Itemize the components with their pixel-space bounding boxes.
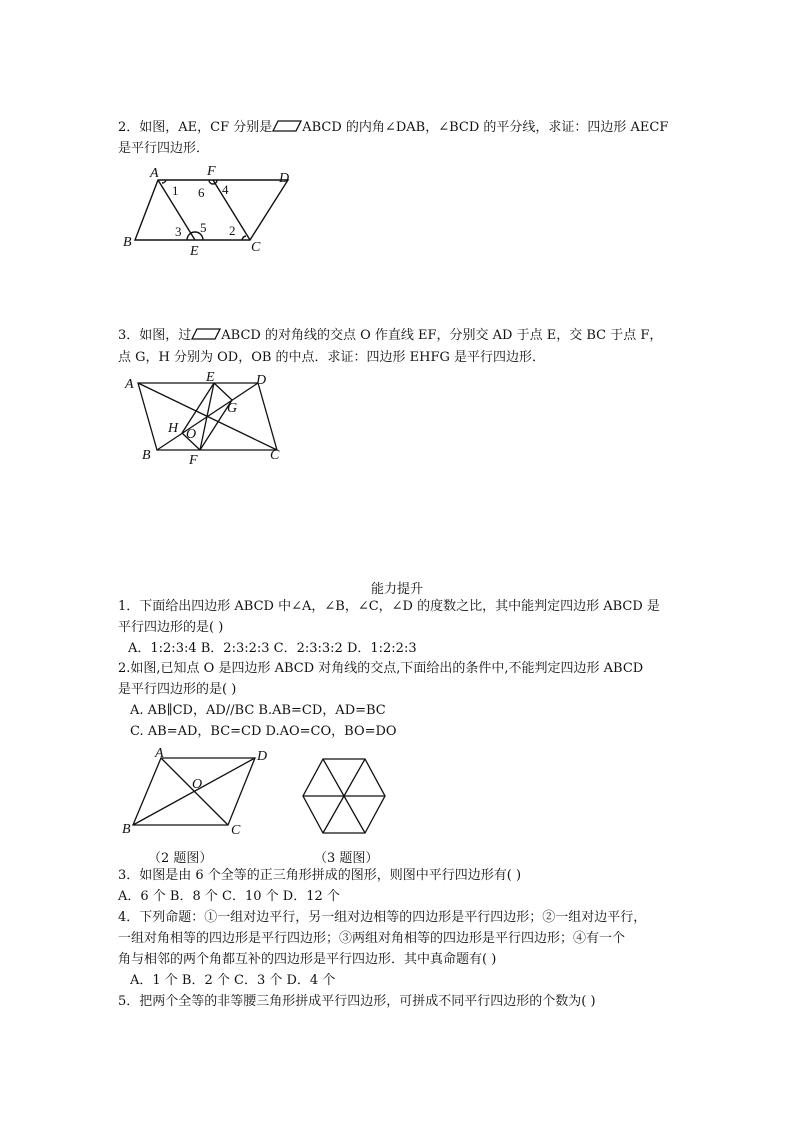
parallelogram-icon [191,328,221,340]
problem3-line1-post: ABCD 的对角线的交点 O 作直线 EF，分别交 AD 于点 E，交 BC 于点 F， [221,328,663,343]
q4-line2: 一组对角相等的四边形是平行四边形；③两组对角相等的四边形是平行四边形；④有一个 [118,931,626,946]
q1-options: A．1:2:3:4 B．2:3:2:3 C．2:3:3:2 D．1:2:2:3 [128,641,417,656]
problem2-line2: 是平行四边形． [118,141,210,156]
q3-line1: 3．如图是由 6 个全等的正三角形拼成的图形，则图中平行四边形有( ) [118,868,522,883]
q4-line1: 4．下列命题：①一组对边平行，另一组对边相等的四边形是平行四边形；②一组对边平行， [118,910,647,925]
label-B: B [123,235,132,250]
label-H: H [168,421,179,436]
label-A: A [155,746,164,761]
label-D: D [279,171,290,186]
q3-hexagon-figure [296,755,392,839]
label-G: G [227,401,238,416]
problem2-line1-pre: 2．如图，AE，CF 分别是 [118,120,273,135]
q2-figure [115,745,275,840]
q1-line2: 平行四边形的是( ) [118,620,224,635]
q2-options-cd: C. AB=AD，BC=CD D.AO=CO，BO=DO [130,724,397,739]
angle-1: 1 [172,183,179,198]
q2-caption: （2 题图） [148,851,213,866]
q4-options: A．1 个 B．2 个 C．3 个 D．4 个 [130,973,336,988]
problem3-line1-pre: 3．如图，过 [118,328,192,343]
q5-line1: 5．把两个全等的非等腰三角形拼成平行四边形，可拼成不同平行四边形的个数为( ) [118,994,596,1009]
angle-6: 6 [198,185,205,200]
q2-options-ab: A. AB∥CD，AD//BC B.AB=CD，AD=BC [130,703,386,718]
label-C: C [270,448,280,463]
angle-2: 2 [229,223,236,238]
q4-line3: 角与相邻的两个角都互补的四边形是平行四边形．其中真命题有( ) [118,952,497,967]
problem3-figure [115,368,300,468]
q3-options: A．6 个 B．8 个 C．10 个 D．12 个 [118,889,340,904]
problem2-figure [115,160,300,260]
label-B: B [122,822,131,837]
label-A: A [150,166,159,181]
label-D: D [257,749,268,764]
label-A: A [125,377,134,392]
label-F: F [207,164,216,179]
problem2-line1-post: ABCD 的内角∠DAB，∠BCD 的平分线，求证：四边形 AECF [302,120,669,135]
parallelogram-icon [272,120,302,132]
problem3-line1 [118,328,662,344]
q1-line1: 1．下面给出四边形 ABCD 中∠A，∠B，∠C，∠D 的度数之比，其中能判定四边形 ABCD 是 [118,599,660,614]
angle-4: 4 [222,182,229,197]
label-O: O [192,777,203,792]
angle-5: 5 [200,220,207,235]
problem2-line1 [118,120,668,136]
label-C: C [251,240,261,255]
label-B: B [142,448,151,463]
q2-line2: 是平行四边形的是( ) [118,682,237,697]
label-O: O [186,427,197,442]
section-title: 能力提升 [370,582,423,597]
label-D: D [256,373,267,388]
label-C: C [231,823,241,838]
angle-3: 3 [175,224,182,239]
label-F: F [189,453,198,468]
q3-caption: （3 题图） [314,851,379,866]
label-E: E [206,370,215,385]
q2-line1: 2.如图,已知点 O 是四边形 ABCD 对角线的交点,下面给出的条件中,不能判定四边形 ABCD [118,661,644,676]
label-E: E [190,244,199,259]
problem3-line2: 点 G，H 分别为 OD，OB 的中点．求证：四边形 EHFG 是平行四边形． [118,350,546,365]
